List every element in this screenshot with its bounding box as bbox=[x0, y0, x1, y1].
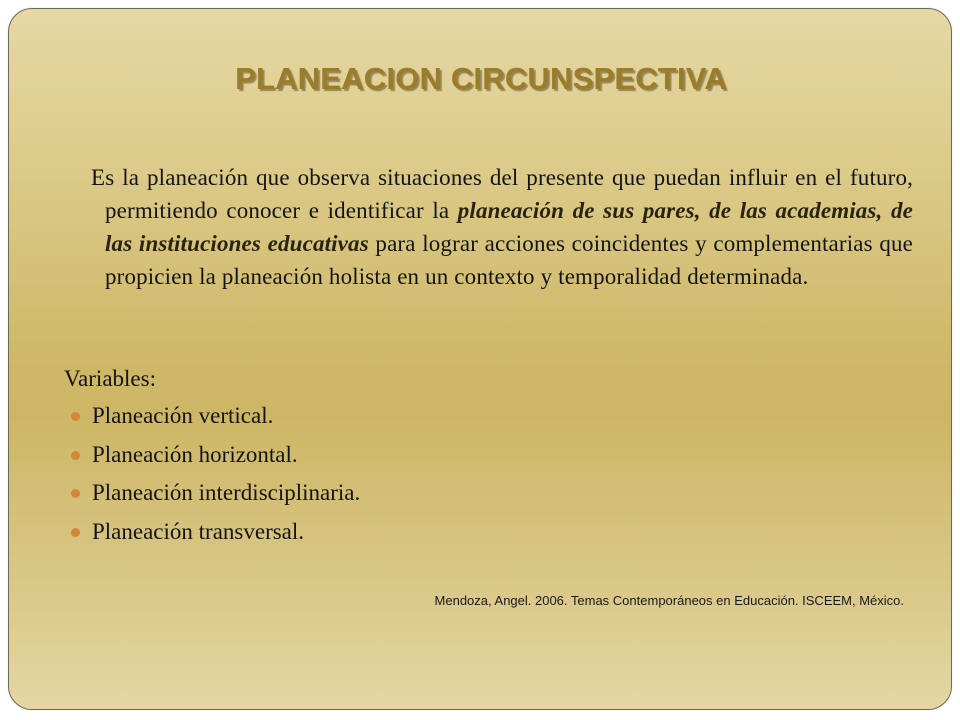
variables-label: Variables: bbox=[64, 366, 156, 391]
bullet-icon bbox=[71, 451, 80, 460]
list-item-text: Planeación transversal. bbox=[92, 518, 305, 544]
list-item-text: Planeación horizontal. bbox=[92, 441, 298, 467]
list-item bbox=[65, 478, 360, 517]
list-item bbox=[65, 440, 360, 479]
bullet-icon bbox=[71, 528, 80, 537]
slide-title: PLANEACION CIRCUNSPECTIVA bbox=[235, 61, 727, 96]
definition-paragraph bbox=[91, 161, 913, 293]
list-item bbox=[65, 401, 360, 440]
paragraph-text-before: Es la planeación que observa situaciones del presente que puedan influir en el futuro, permitiendo conocer e identificar la bbox=[91, 165, 913, 223]
list-item bbox=[65, 517, 360, 556]
bullet-icon bbox=[71, 412, 80, 421]
slide bbox=[8, 8, 952, 710]
citation: Mendoza, Angel. 2006. Temas Contemporáneos en Educación. ISCEEM, México. bbox=[434, 593, 904, 608]
paragraph-text-after: para lograr acciones coincidentes y complementarias que propicien la planeación holista en un contexto y temporalidad determinada. bbox=[105, 231, 913, 289]
bullet-icon bbox=[71, 489, 80, 498]
paragraph-emphasis: planeación de sus pares, de las academias, de las instituciones educativas bbox=[105, 198, 913, 256]
list-item-text: Planeación interdisciplinaria. bbox=[92, 480, 361, 505]
variables-list bbox=[65, 401, 360, 555]
list-item-text: Planeación vertical. bbox=[92, 403, 274, 428]
